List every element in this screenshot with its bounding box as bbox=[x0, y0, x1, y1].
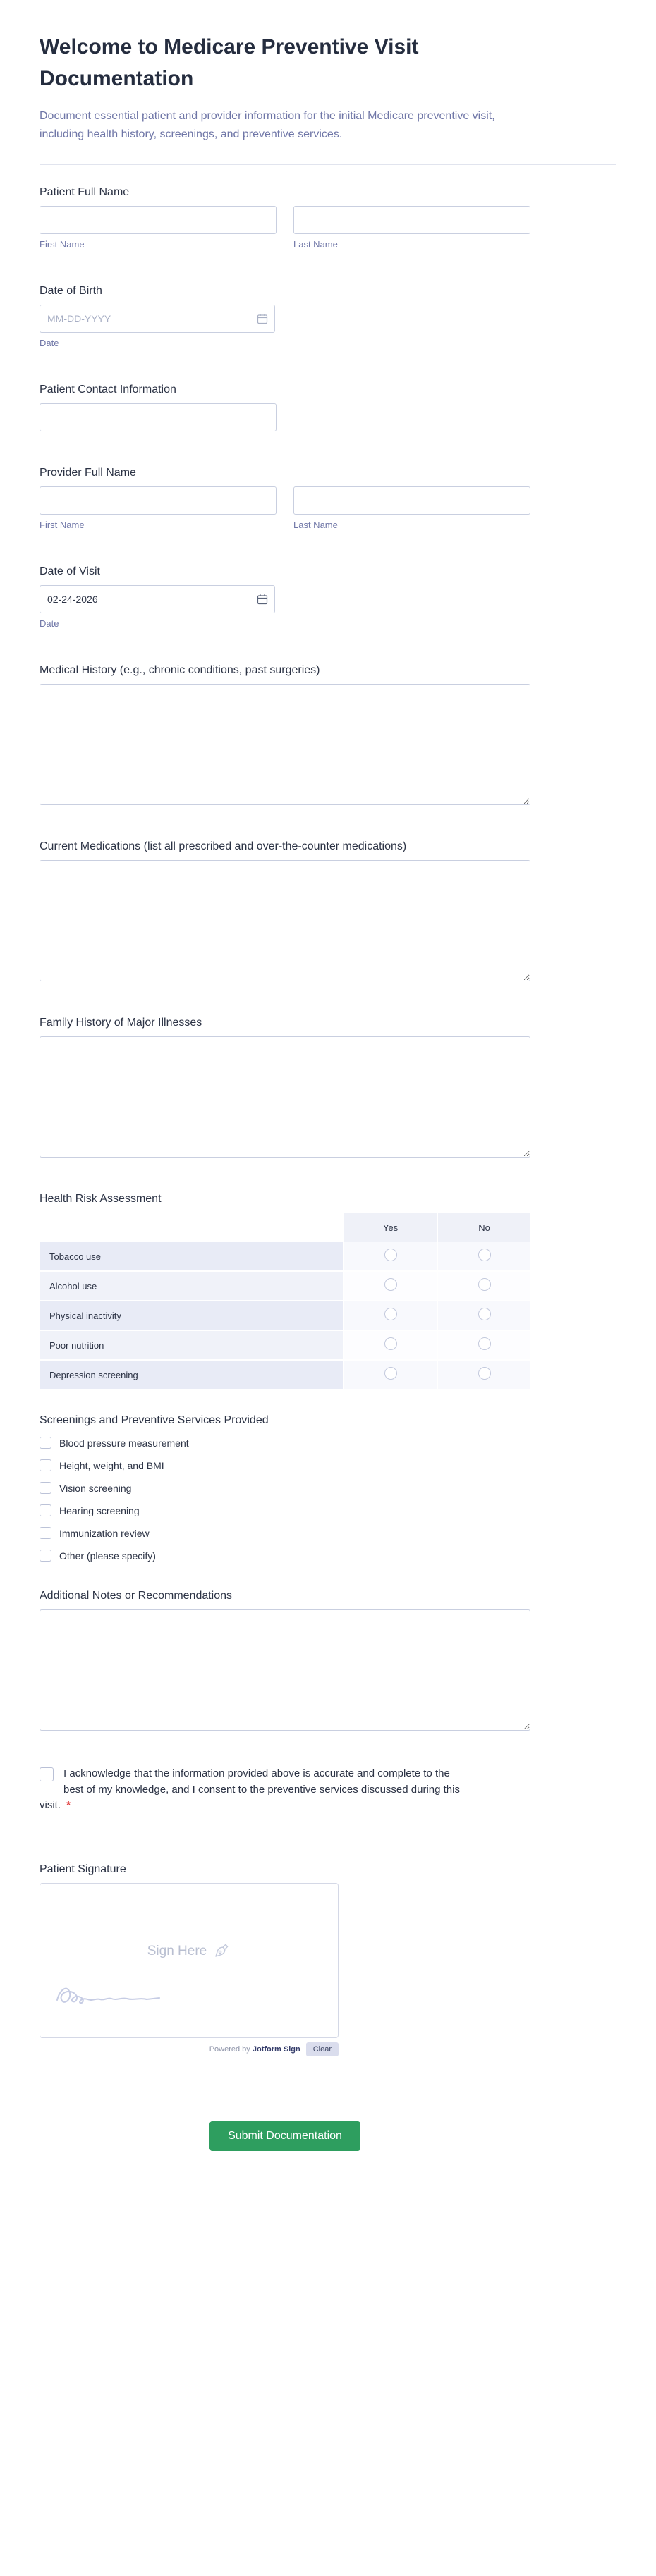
table-row bbox=[40, 1331, 530, 1361]
pen-nib-icon bbox=[214, 1942, 231, 1962]
checkbox-height-weight-bmi[interactable] bbox=[40, 1459, 51, 1471]
radio-tobacco-use-no[interactable] bbox=[478, 1249, 491, 1261]
sign-here-placeholder: Sign Here bbox=[147, 1944, 207, 1959]
visit-date-sublabel: Date bbox=[40, 618, 59, 630]
matrix-row-label: Tobacco use bbox=[40, 1242, 343, 1272]
header-divider bbox=[40, 164, 616, 165]
patient-last-name-input[interactable] bbox=[293, 206, 530, 234]
last-name-sublabel: Last Name bbox=[293, 239, 338, 250]
powered-by-text bbox=[209, 2045, 300, 2054]
notes-textarea[interactable] bbox=[40, 1609, 530, 1731]
jotform-sign-link[interactable]: Jotform Sign bbox=[252, 2044, 300, 2054]
checkbox-label: Immunization review bbox=[59, 1527, 150, 1539]
patient-first-name-input[interactable] bbox=[40, 206, 277, 234]
clear-signature-button[interactable]: Clear bbox=[306, 2042, 339, 2056]
list-item bbox=[40, 1550, 616, 1562]
current-medications-textarea[interactable] bbox=[40, 860, 530, 981]
table-row bbox=[40, 1272, 530, 1301]
dob-sublabel: Date bbox=[40, 338, 59, 349]
checkbox-other[interactable] bbox=[40, 1550, 51, 1562]
powered-by-label: Powered by bbox=[209, 2044, 250, 2054]
patient-contact-input[interactable] bbox=[40, 403, 277, 431]
radio-physical-inactivity-no[interactable] bbox=[478, 1308, 491, 1320]
table-row bbox=[40, 1301, 530, 1331]
acknowledgment bbox=[40, 1766, 463, 1814]
medical-history-label: Medical History (e.g., chronic conditions, past surgeries) bbox=[40, 664, 320, 677]
field-current-medications bbox=[40, 840, 616, 981]
provider-first-name-input[interactable] bbox=[40, 486, 277, 515]
checkbox-label: Vision screening bbox=[59, 1482, 132, 1494]
field-health-risk-assessment bbox=[40, 1193, 616, 1390]
field-screenings bbox=[40, 1414, 616, 1562]
provider-first-name-sublabel: First Name bbox=[40, 520, 85, 531]
checkbox-label: Blood pressure measurement bbox=[59, 1437, 189, 1449]
radio-poor-nutrition-no[interactable] bbox=[478, 1337, 491, 1350]
form-subtitle: Document essential patient and provider information for the initial Medicare preventive visit, including health history, screenings, and preventive services. bbox=[40, 110, 495, 140]
radio-physical-inactivity-yes[interactable] bbox=[384, 1308, 397, 1320]
field-provider-name bbox=[40, 467, 616, 530]
radio-depression-screening-no[interactable] bbox=[478, 1367, 491, 1380]
table-row bbox=[40, 1242, 530, 1272]
list-item bbox=[40, 1527, 616, 1539]
current-medications-label: Current Medications (list all prescribed and over-the-counter medications) bbox=[40, 840, 407, 853]
checkbox-vision-screening[interactable] bbox=[40, 1482, 51, 1494]
signature-label: Patient Signature bbox=[40, 1863, 126, 1875]
notes-label: Additional Notes or Recommendations bbox=[40, 1590, 233, 1602]
family-history-label: Family History of Major Illnesses bbox=[40, 1017, 202, 1029]
first-name-sublabel: First Name bbox=[40, 239, 85, 250]
patient-name-label: Patient Full Name bbox=[40, 186, 130, 199]
radio-poor-nutrition-yes[interactable] bbox=[384, 1337, 397, 1350]
checkbox-blood-pressure[interactable] bbox=[40, 1437, 51, 1449]
list-item bbox=[40, 1459, 616, 1471]
submit-button[interactable]: Submit Documentation bbox=[209, 2121, 360, 2151]
provider-last-name-input[interactable] bbox=[293, 486, 530, 515]
matrix-row-label: Depression screening bbox=[40, 1361, 343, 1390]
screenings-label: Screenings and Preventive Services Provided bbox=[40, 1414, 269, 1427]
matrix-row-label: Alcohol use bbox=[40, 1272, 343, 1301]
visit-date-input[interactable] bbox=[40, 585, 275, 613]
signature-pad[interactable] bbox=[40, 1883, 339, 2038]
required-asterisk: * bbox=[66, 1799, 71, 1812]
checkbox-immunization-review[interactable] bbox=[40, 1527, 51, 1539]
health-risk-label: Health Risk Assessment bbox=[40, 1193, 162, 1206]
matrix-row-label: Physical inactivity bbox=[40, 1301, 343, 1331]
calendar-icon[interactable] bbox=[257, 594, 268, 605]
checkbox-label: Hearing screening bbox=[59, 1504, 140, 1516]
table-row bbox=[40, 1361, 530, 1390]
matrix-column-no: No bbox=[437, 1213, 530, 1242]
field-family-history bbox=[40, 1017, 616, 1158]
checkbox-label: Other (please specify) bbox=[59, 1550, 156, 1562]
signature-squiggle bbox=[53, 1975, 166, 2015]
field-notes bbox=[40, 1590, 616, 1731]
field-medical-history bbox=[40, 664, 616, 805]
checkbox-label: Height, weight, and BMI bbox=[59, 1459, 164, 1471]
medical-history-textarea[interactable] bbox=[40, 684, 530, 805]
acknowledgment-checkbox[interactable] bbox=[40, 1767, 54, 1781]
radio-depression-screening-yes[interactable] bbox=[384, 1367, 397, 1380]
field-patient-name bbox=[40, 186, 616, 250]
matrix-column-yes: Yes bbox=[343, 1213, 437, 1242]
provider-last-name-sublabel: Last Name bbox=[293, 520, 338, 531]
calendar-icon[interactable] bbox=[257, 313, 268, 324]
matrix-corner-cell bbox=[40, 1213, 343, 1242]
list-item bbox=[40, 1504, 616, 1516]
radio-alcohol-use-no[interactable] bbox=[478, 1278, 491, 1291]
form-title: Welcome to Medicare Preventive Visit Documentation bbox=[40, 35, 419, 90]
list-item bbox=[40, 1482, 616, 1494]
provider-name-label: Provider Full Name bbox=[40, 467, 136, 479]
family-history-textarea[interactable] bbox=[40, 1036, 530, 1158]
field-date-of-birth bbox=[40, 285, 616, 348]
list-item bbox=[40, 1437, 616, 1449]
radio-alcohol-use-yes[interactable] bbox=[384, 1278, 397, 1291]
dob-input[interactable] bbox=[40, 305, 275, 333]
visit-date-label: Date of Visit bbox=[40, 565, 100, 578]
field-patient-contact bbox=[40, 384, 616, 431]
field-date-of-visit bbox=[40, 565, 616, 629]
dob-label: Date of Birth bbox=[40, 285, 102, 298]
field-patient-signature bbox=[40, 1863, 616, 2056]
patient-contact-label: Patient Contact Information bbox=[40, 384, 176, 396]
acknowledgment-text: I acknowledge that the information provided above is accurate and complete to the best of my knowledge, and I consent to the preventive services discussed during this visit. bbox=[40, 1767, 460, 1812]
radio-tobacco-use-yes[interactable] bbox=[384, 1249, 397, 1261]
health-risk-table bbox=[40, 1213, 530, 1390]
matrix-row-label: Poor nutrition bbox=[40, 1331, 343, 1361]
checkbox-hearing-screening[interactable] bbox=[40, 1504, 51, 1516]
